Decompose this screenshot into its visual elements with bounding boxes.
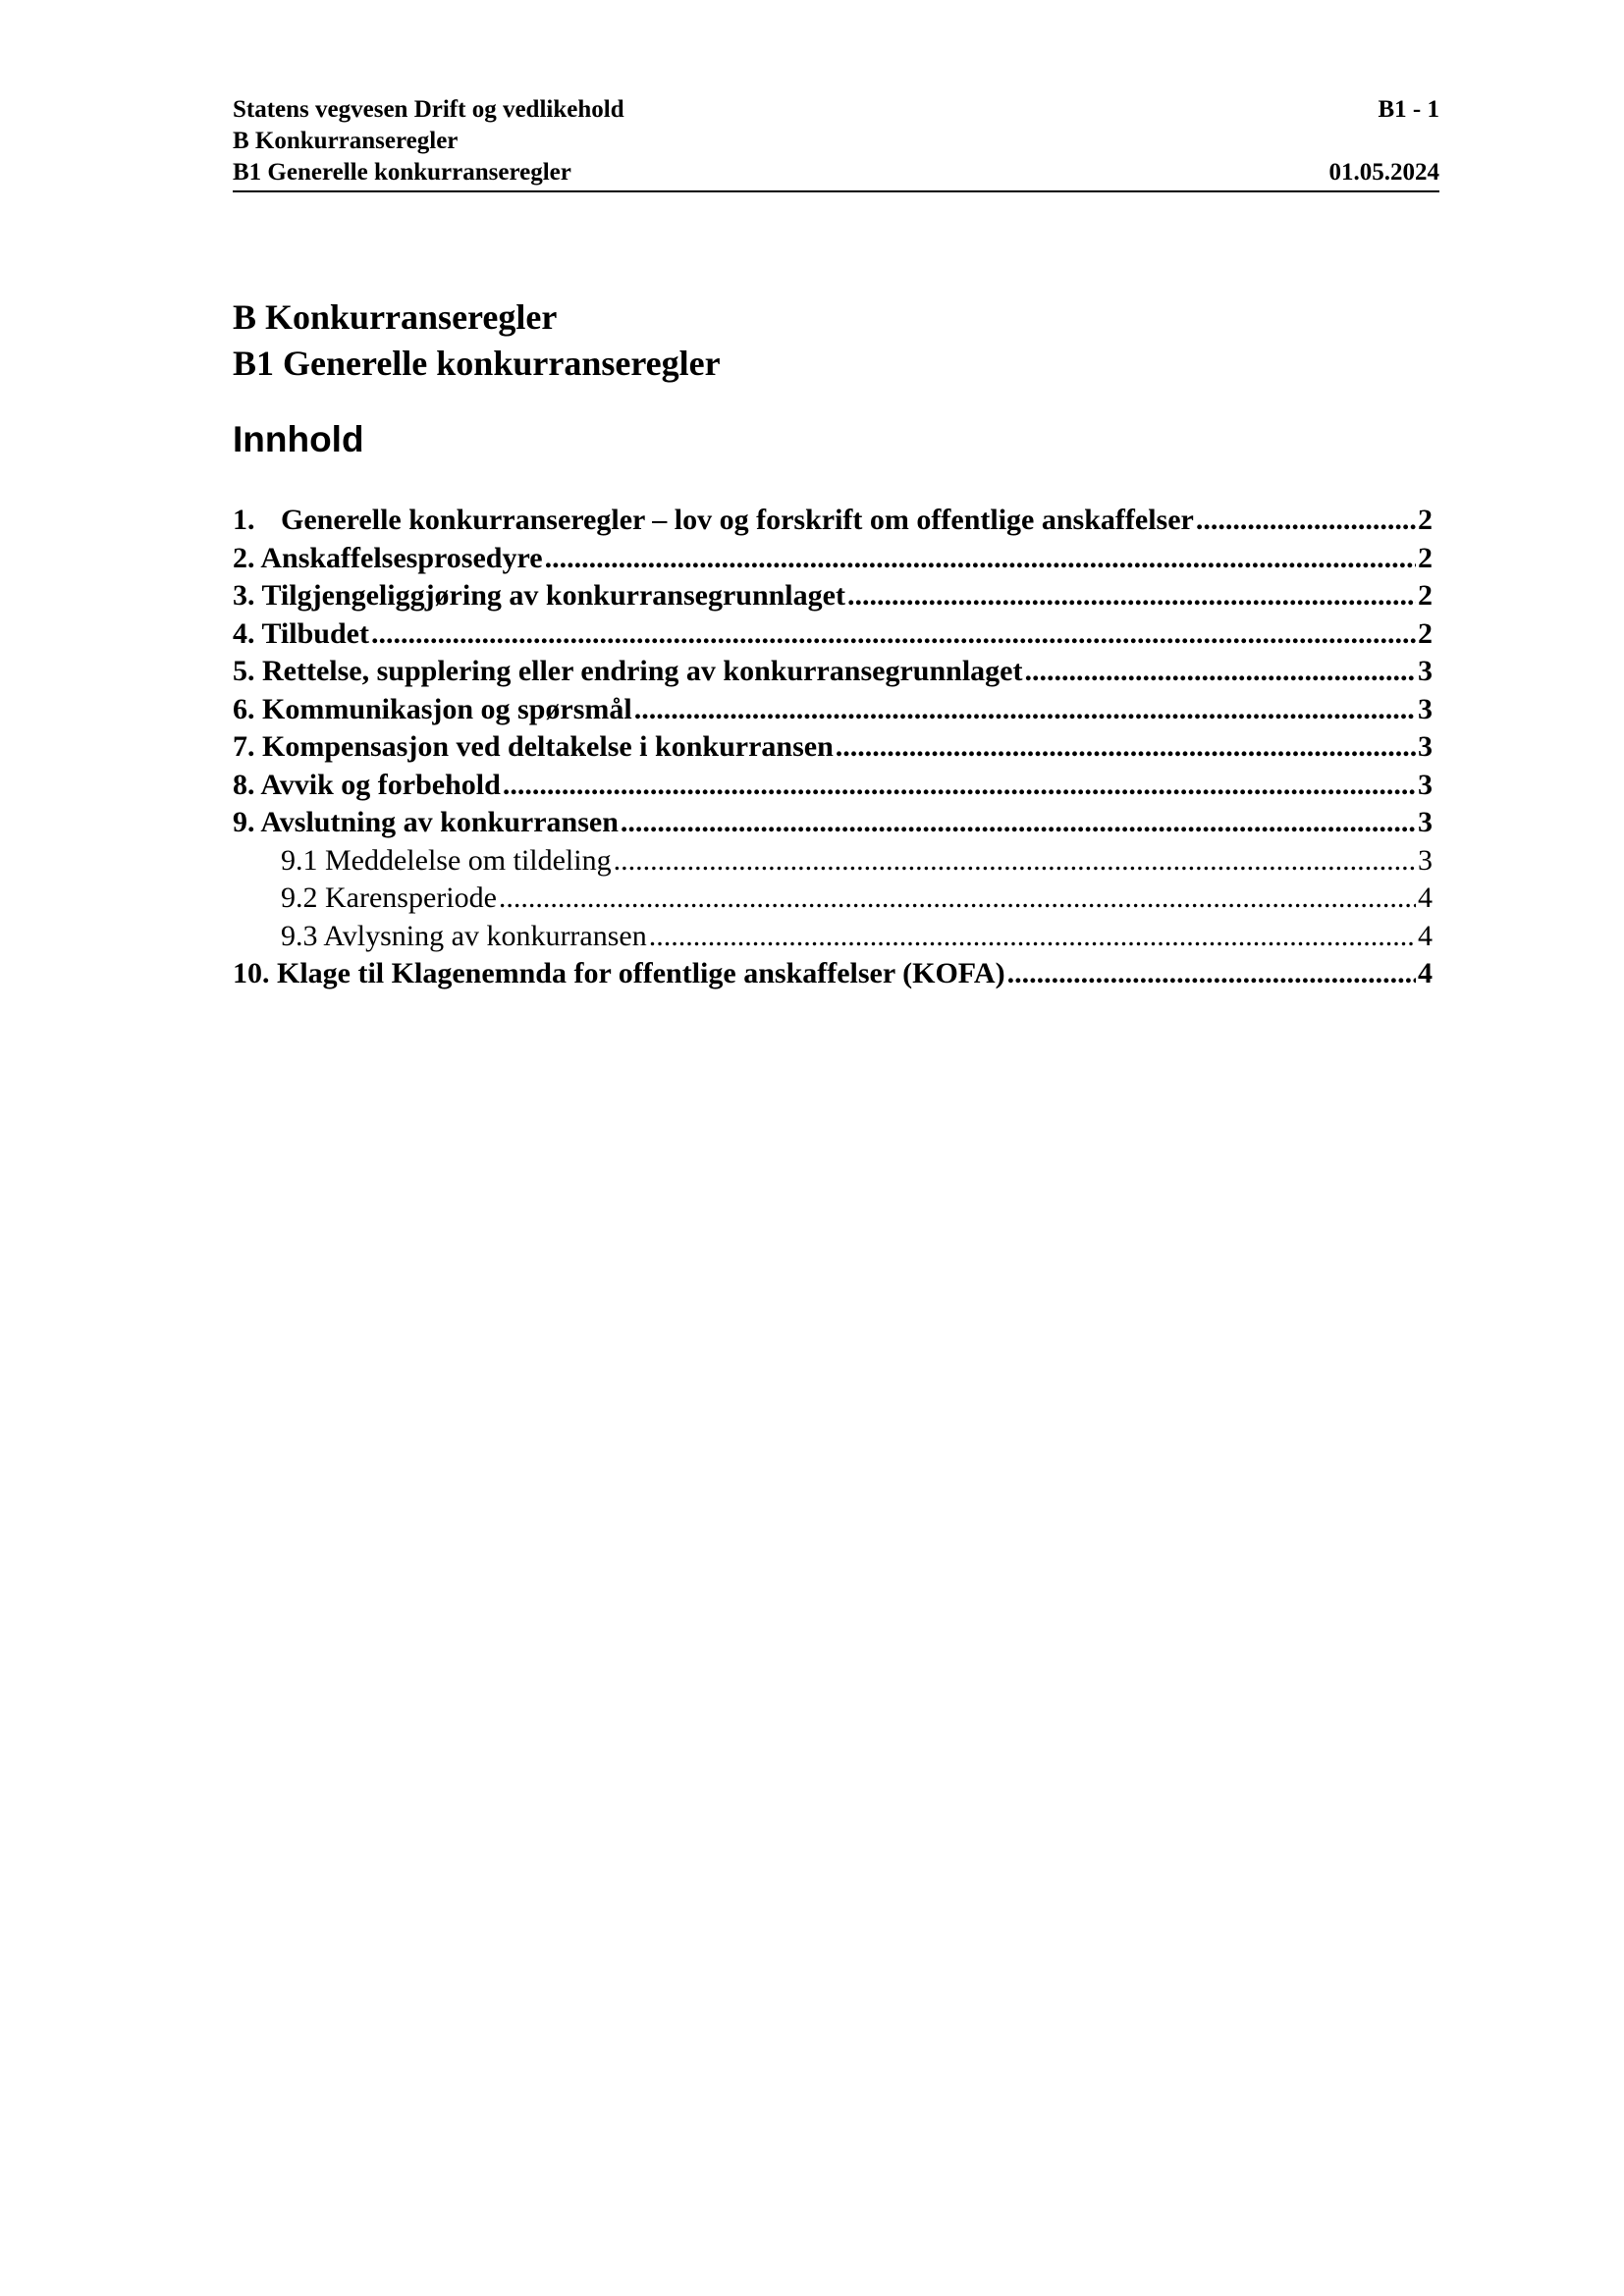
toc-dot-leader xyxy=(836,728,1416,767)
toc-dot-leader xyxy=(545,540,1416,578)
toc-entry-label xyxy=(281,918,647,956)
toc-entry-label xyxy=(233,653,1022,691)
toc-entry-page: 4 xyxy=(1418,881,1433,914)
toc-entry-page: 2 xyxy=(1418,541,1433,574)
toc-entry-text: 9.2 Karensperiode xyxy=(281,881,497,914)
toc-dot-leader xyxy=(621,804,1416,842)
toc-entry[interactable] xyxy=(233,804,1433,842)
toc-entry[interactable] xyxy=(233,502,1433,540)
toc-entry-label xyxy=(233,955,1005,993)
toc-entry-label xyxy=(281,880,497,918)
toc-entry-text: 2. Anskaffelsesprosedyre xyxy=(233,541,543,574)
toc-entry-page: 3 xyxy=(1418,806,1433,838)
table-of-contents xyxy=(233,502,1433,993)
toc-entry-number: 1. xyxy=(233,504,255,536)
toc-entry-label xyxy=(233,728,834,767)
toc-entry[interactable] xyxy=(233,691,1433,729)
toc-entry-page: 3 xyxy=(1418,768,1433,801)
toc-dot-leader xyxy=(503,767,1416,805)
toc-entry-label xyxy=(233,767,501,805)
toc-entry-text: 6. Kommunikasjon og spørsmål xyxy=(233,692,632,725)
toc-entry-page: 2 xyxy=(1418,579,1433,612)
toc-dot-leader xyxy=(634,691,1416,729)
toc-entry-label xyxy=(233,804,619,842)
toc-entry-page: 3 xyxy=(1418,730,1433,763)
toc-dot-leader xyxy=(1196,502,1416,540)
toc-dot-leader xyxy=(649,918,1416,956)
toc-entry-text: 5. Rettelse, supplering eller endring av konkurransegrunnlaget xyxy=(233,655,1023,687)
toc-entry-label xyxy=(233,577,845,615)
toc-entry[interactable] xyxy=(233,728,1433,767)
header-row-3 xyxy=(233,157,1439,188)
toc-entry-page: 3 xyxy=(1418,655,1433,687)
toc-entry-page: 4 xyxy=(1418,957,1433,989)
toc-entry-text: 4. Tilbudet xyxy=(233,616,369,650)
toc-dot-leader xyxy=(614,842,1416,881)
toc-dot-leader xyxy=(371,615,1416,654)
toc-entry-page: 2 xyxy=(1418,504,1433,536)
toc-entry-label xyxy=(233,540,543,578)
header-date: 01.05.2024 xyxy=(1328,159,1439,186)
toc-entry-page: 3 xyxy=(1418,692,1433,725)
header-part: B Konkurranseregler xyxy=(233,128,459,154)
header-row-2 xyxy=(233,126,1439,157)
toc-entry[interactable] xyxy=(233,918,1433,956)
toc-entry-page: 3 xyxy=(1418,843,1433,877)
toc-entry[interactable] xyxy=(233,577,1433,615)
title-chapter: B1 Generelle konkurranseregler xyxy=(233,344,721,383)
toc-dot-leader xyxy=(1024,653,1416,691)
toc-dot-leader xyxy=(847,577,1416,615)
toc-entry-text: 7. Kompensasjon ved deltakelse i konkurransen xyxy=(233,730,834,763)
toc-entry-text: 10. Klage til Klagenemnda for offentlige anskaffelser (KOFA) xyxy=(233,957,1005,989)
toc-entry-label xyxy=(233,502,1194,540)
toc-entry-label xyxy=(281,842,612,881)
toc-dot-leader xyxy=(499,880,1416,918)
toc-heading: Innhold xyxy=(233,419,364,459)
toc-entry-text: 3. Tilgjengeliggjøring av konkurransegrunnlaget xyxy=(233,579,845,612)
toc-entry-text: 9. Avslutning av konkurransen xyxy=(233,806,619,838)
toc-entry[interactable] xyxy=(233,842,1433,881)
toc-entry-page: 4 xyxy=(1418,919,1433,952)
toc-entry-text: 9.3 Avlysning av konkurransen xyxy=(281,919,647,952)
page-header xyxy=(233,94,1439,192)
document-title xyxy=(233,294,1439,387)
toc-entry-page: 2 xyxy=(1418,616,1433,650)
toc-entry-label xyxy=(233,691,632,729)
toc-entry[interactable] xyxy=(233,653,1433,691)
toc-entry[interactable] xyxy=(233,767,1433,805)
toc-entry-label xyxy=(233,615,369,654)
toc-entry[interactable] xyxy=(233,880,1433,918)
header-row-1 xyxy=(233,94,1439,126)
toc-entry[interactable] xyxy=(233,615,1433,654)
title-part: B Konkurranseregler xyxy=(233,297,558,337)
toc-entry[interactable] xyxy=(233,540,1433,578)
toc-entry[interactable] xyxy=(233,955,1433,993)
toc-dot-leader xyxy=(1007,955,1416,993)
toc-entry-text: 9.1 Meddelelse om tildeling xyxy=(281,843,612,877)
header-chapter: B1 Generelle konkurranseregler xyxy=(233,159,571,186)
header-organization: Statens vegvesen Drift og vedlikehold xyxy=(233,96,624,123)
header-page-ref: B1 - 1 xyxy=(1378,96,1439,123)
toc-entry-text: Generelle konkurranseregler – lov og forskrift om offentlige anskaffelser xyxy=(281,504,1194,536)
toc-entry-text: 8. Avvik og forbehold xyxy=(233,768,501,801)
